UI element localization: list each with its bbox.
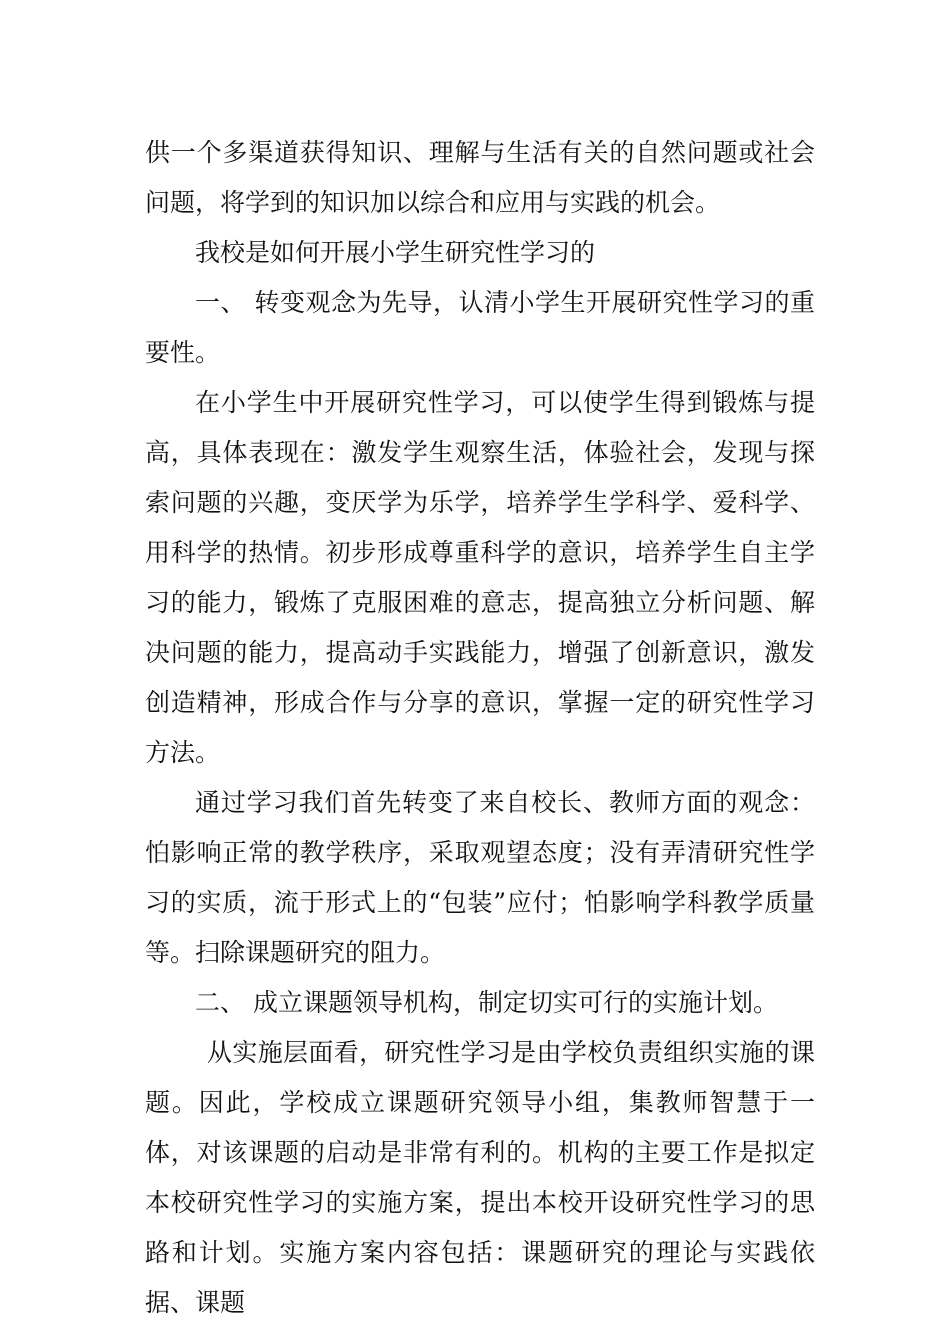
section-heading-2: 二、 成立课题领导机构，制定切实可行的实施计划。 [195,988,778,1017]
section-heading-1: 一、 转变观念为先导，认清小学生开展研究性学习的重要性。 [145,288,815,367]
document-body [145,128,815,1328]
section-heading-intro: 我校是如何开展小学生研究性学习的 [195,238,596,267]
paragraph-continuation: 供一个多渠道获得知识、理解与生活有关的自然问题或社会问题，将学到的知识加以综合和应用与实践的机会。 [145,138,815,217]
paragraph-benefits: 在小学生中开展研究性学习，可以使学生得到锻炼与提高，具体表现在：激发学生观察生活，体验社会，发现与探索问题的兴趣，变厌学为乐学，培养学生学科学、爱科学、用科学的热情。初步形成尊重科学的意识，培养学生自主学习的能力，锻炼了克服困难的意志，提高独立分析问题、解决问题的能力，提高动手实践能力，增强了创新意识，激发创造精神，形成合作与分享的意识，掌握一定的研究性学习方法。 [145,388,815,767]
paragraph-implementation: 从实施层面看，研究性学习是由学校负责组织实施的课题。因此，学校成立课题研究领导小组，集教师智慧于一体，对该课题的启动是非常有利的。机构的主要工作是拟定本校研究性学习的实施方案，提出本校开设研究性学习的思路和计划。实施方案内容包括：课题研究的理论与实践依据、课题 [145,1038,815,1317]
paragraph-concepts: 通过学习我们首先转变了来自校长、教师方面的观念：怕影响正常的教学秩序，采取观望态度；没有弄清研究性学习的实质，流于形式上的“包装”应付；怕影响学科教学质量等。扫除课题研究的阻力。 [145,788,815,967]
